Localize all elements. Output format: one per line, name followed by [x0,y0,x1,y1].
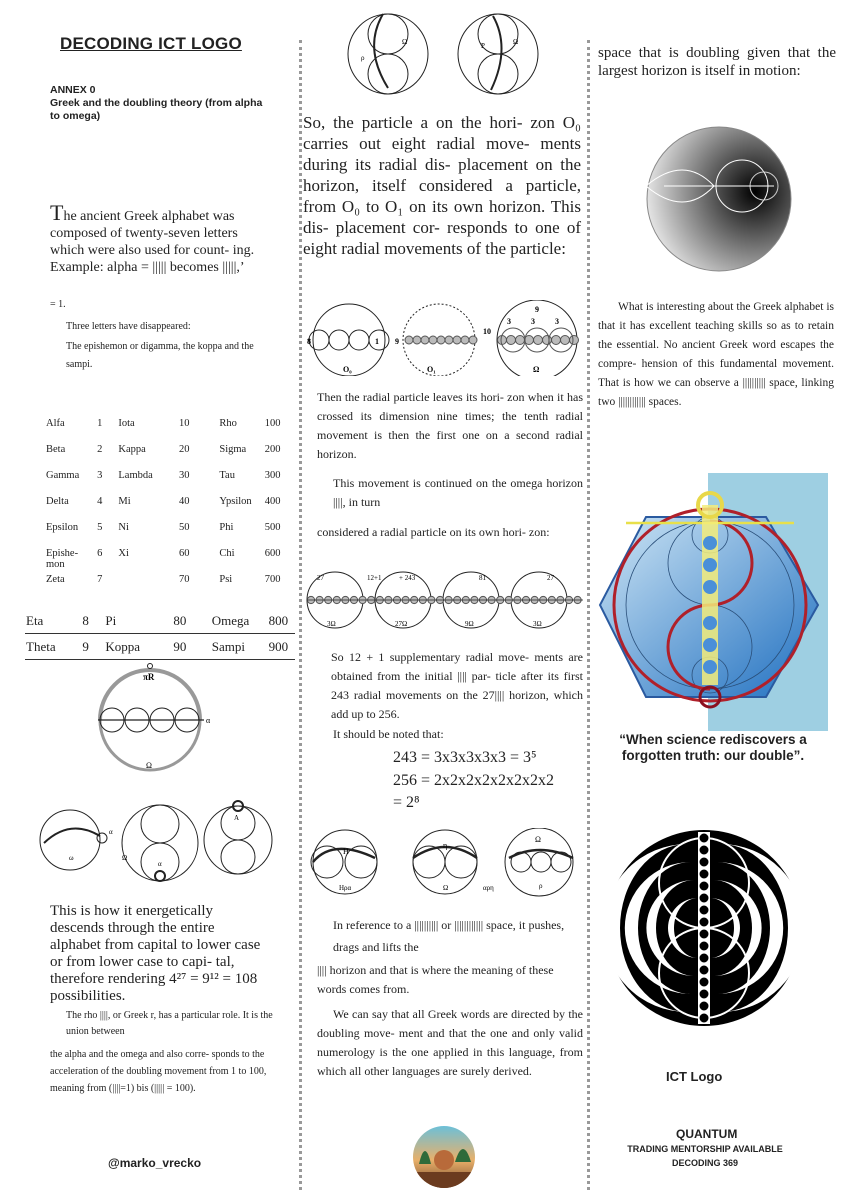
alpha-cell: Iota [118,418,135,429]
logo-vertebra [699,881,709,891]
intro-paragraph [50,200,272,276]
column-divider-right [587,40,590,1190]
omega-label: Ω [146,761,152,770]
logo-vertebra [699,965,709,975]
fig1-omega: ω [69,854,74,862]
alpha-cell: Ni [118,522,129,533]
col2-paragraph-1: So, the particle a on the hori- zon O₀ carries out eight radial move- ments during its radial dis- placement on the horizon, itself considered a particle, from O₀ to O₁ on its own horizon. This dis- placement cor- responds to one of eight radial movements of the particle: [303,113,581,258]
alpha-cell: Epishe- mon [46,548,79,570]
disappeared-list: The epishemon or digamma, the koppa and the sampi. [66,341,254,370]
annex-heading: ANNEX 0 [50,84,96,96]
alphaL-cell: 90 [173,639,187,654]
radial-label: 3 [555,317,559,326]
areta-label: αρη [483,884,494,892]
hra-label: Hρα [339,884,352,892]
radial-dot [421,336,429,344]
alphabet-table [46,418,298,600]
pi-r-label: πR [143,672,155,682]
equation-256-power: = 2⁸ [393,794,420,811]
chain-label: 9Ω [465,620,474,628]
page-title: DECODING ICT LOGO [60,34,242,53]
alpha-cell: Lambda [118,470,153,481]
alpha-row [46,444,298,470]
col2-paragraph-3: This movement is continued on the omega horizon ||||, in turn [333,476,583,509]
rho-paragraph-2: the alpha and the omega and also corre- sponds to the acceleration of the doubling movement from 1 to 100, meaning from (||||=1) bis (||||| = 100). [50,1049,267,1094]
equation-256: 256 = 2x2x2x2x2x2x2x2 [393,772,555,789]
alphaL-cell: 80 [173,613,187,628]
omega-label-1: Ω [402,38,408,46]
chain-label: 27Ω [395,620,408,628]
avatar [411,1124,477,1190]
particle-circle [329,330,349,350]
radial-dot [413,336,421,344]
logo-vertebra [699,941,709,951]
alpha-label: α [206,716,211,725]
radial-dot [534,336,543,345]
radial-movement-figure [303,300,587,376]
alpha-cell: Zeta [46,574,65,585]
alpha-row [46,574,298,600]
logo-vertebra [699,857,709,867]
alpha-cell: 200 [264,444,281,455]
quote: “When science rediscovers a forgotten truth: our double”. [619,732,807,763]
omega-word-label-2: Ω [535,835,541,844]
alpha-cell: Sigma [219,444,247,455]
rho-label-1: ρ [361,54,365,62]
radial-dot [461,336,469,344]
particle-circle [369,330,389,350]
column-divider-left [299,40,302,1190]
alphaL-cell: Sampi [211,639,245,654]
alphaL-cell: Koppa [105,639,141,654]
alpha-cell: 6 [97,548,103,559]
alpha-cell: 70 [178,574,190,585]
alpha-cell: Delta [46,496,69,507]
h-label: H [343,847,349,856]
alpha-cell: 700 [264,574,281,585]
alpha-cell: 50 [178,522,190,533]
annex-header [50,84,275,123]
col2-paragraph-2: Then the radial particle leaves its hori- zon when it has crossed its dimension nine times; the tenth radial movement is then the first one on a second radial horizon. [317,390,583,461]
horizon-chain-figure [303,570,587,630]
alpha-cell: 300 [264,470,281,481]
alpha-cell: Chi [219,548,235,559]
alpha-cell: Alfa [46,418,65,429]
radial-dot [543,336,552,345]
alpha-cell: Psi [219,574,233,585]
radial-label: 10 [483,327,491,336]
alpha-cell: 600 [264,548,281,559]
col3-paragraph-2: What is interesting about the Greek alphabet is that it has excellent teaching skills so as to retain the essential. No ancient Greek word escapes the compre- hension of this fundamental movement. That is how we can observe a |||||||||| space, linking two |||||||||||| spaces. [598,301,834,408]
radial-dot [453,336,461,344]
alpha-cell: 60 [178,548,190,559]
fig3-A: A [234,814,240,822]
alpha-cell: 5 [97,522,103,533]
alphaL-cell: 800 [268,613,289,628]
rho-word-label: ρ [539,882,543,890]
logo-vertebra [699,1001,709,1011]
alpha-row [46,548,298,574]
col2-paragraph-4: considered a radial particle on its own hori- zon: [317,525,550,539]
alpha-cell: Xi [118,548,129,559]
alphaL-cell: 8 [82,613,89,628]
logo-vertebra [699,905,709,915]
alphabet-table-large [26,608,298,660]
radial-label: 8 [307,337,311,346]
drop-cap: T [50,200,64,225]
descent-figures [34,798,284,890]
table-rule [25,633,295,634]
logo-vertebra [699,953,709,963]
logo-vertebra [699,869,709,879]
intro-text: he ancient Greek alphabet was composed of twenty-seven letters which were also used for count- ing. Example: alpha = ||||| becomes |||||,’ [50,209,255,275]
radial-label: 3 [531,317,535,326]
radial-label: O₁ [427,365,436,374]
author-handle: @marko_vrecko [108,1156,202,1170]
decoding-label: DECODING 369 [671,1158,739,1168]
annex-subtitle: Greek and the doubling theory (from alpha to omega) [50,97,263,122]
quantum-label: QUANTUM [676,1127,738,1141]
radial-label: Ω [533,365,540,374]
radial-dot [498,336,507,345]
logo-vertebra [699,845,709,855]
alpha-cell: 7 [97,574,103,585]
radial-label: 3 [507,317,511,326]
alpha-cell: 30 [178,470,190,481]
mentorship-label: TRADING MENTORSHIP AVAILABLE [627,1144,783,1154]
alphaL-row [26,634,298,660]
eta-label: η [443,841,448,850]
alpha-cell: 2 [97,444,103,455]
alpha-cell: 100 [264,418,281,429]
radial-dot [405,336,413,344]
alpha-cell: Epsilon [46,522,79,533]
logo-vertebra [699,977,709,987]
alpha-row [46,496,298,522]
alpha-row [46,418,298,444]
alphaL-cell: Pi [105,613,117,628]
descends-paragraph: This is how it energetically descends through the entire alphabet from capital to lower case or from lower case to capi- tal, therefore rendering 4²⁷ = 9¹² = 108 possibilities. [50,903,261,1004]
alpha-cell: Kappa [118,444,146,455]
alpha-cell: 400 [264,496,281,507]
column-3 [592,0,848,1199]
alpha-cell: 20 [178,444,190,455]
col2-paragraph-5: So 12 + 1 supplementary radial move- ments are obtained from the initial |||| par- ticle after its first 243 radial movements on the 27|||| horizon, which add up to 256. [331,650,583,721]
alpha-cell: Phi [219,522,234,533]
p-label: P [481,42,485,50]
fig1-alpha: α [109,828,113,836]
alpha-row [46,470,298,496]
col2-paragraph-7: In reference to a |||||||||| or |||||||||||| space, it pushes, drags and lifts the [333,918,565,954]
fig2-omega: Ω [122,854,128,862]
col2-paragraph-8: |||| horizon and that is where the meaning of these words comes from. [317,963,554,996]
doubling-sphere-figure [644,124,794,274]
logo-vertebra [699,917,709,927]
radial-dot [552,336,561,345]
radial-dot [561,336,570,345]
alpha-cell: Tau [219,470,235,481]
radial-label: O₀ [343,365,352,374]
logo-vertebra [699,893,709,903]
pi-r-figure [80,662,230,774]
chain-label: 27 [547,574,554,582]
alpha-row [46,522,298,548]
col3-paragraph-1: space that is doubling given that the largest horizon is itself in motion: [598,45,836,79]
ict-logo [604,828,804,1028]
column-2 [303,0,585,1199]
alphaL-cell: Eta [26,613,44,628]
alpha-cell: 1 [97,418,103,429]
logo-vertebra [699,1013,709,1023]
particle-circle [309,330,329,350]
radial-dot [516,336,525,345]
chain-label: 3Ω [533,620,542,628]
alpha-cell: Rho [219,418,237,429]
radial-dot [469,336,477,344]
chain-label: 27 [317,574,324,582]
chain-label: 3Ω [327,620,336,628]
ict-color-figure [598,465,830,731]
chain-label: + 243 [399,574,416,582]
col2-paragraph-6: It should be noted that: [333,727,444,741]
particle-circle [349,330,369,350]
rho-figures [343,8,553,100]
alphaL-row [26,608,298,634]
alpha-cell: 500 [264,522,281,533]
alpha-cell: Ypsilon [219,496,252,507]
logo-vertebra [699,989,709,999]
table-rule-bottom [25,659,295,660]
logo-vertebra [699,833,709,843]
chain-label: 81 [479,574,486,582]
alpha-cell: Mi [118,496,131,507]
omega-word-label: Ω [443,884,449,892]
alpha-cell: 10 [178,418,190,429]
intro-eq: = 1. [50,299,66,310]
greek-word-figures [303,828,587,900]
alpha-cell: Gamma [46,470,80,481]
radial-label: 1 [375,337,379,346]
disappeared-line: Three letters have disappeared: [66,321,191,332]
logo-vertebra [699,929,709,939]
radial-dot [445,336,453,344]
rho-paragraph-1: The rho ||||, or Greek r, has a particular role. It is the union between [66,1010,273,1037]
alphaL-cell: 9 [82,639,89,654]
alphaL-cell: 900 [268,639,289,654]
radial-dot [507,336,516,345]
radial-dot [570,336,579,345]
radial-dot [437,336,445,344]
chain-label: 12+1 [367,574,382,582]
alpha-cell: Beta [46,444,66,455]
fig2-alpha: α [158,860,162,868]
alpha-cell: 4 [97,496,103,507]
equation-243: 243 = 3x3x3x3x3 = 3⁵ [393,749,537,766]
col2-paragraph-9: We can say that all Greek words are directed by the doubling move- ment and that the one and only valid numerology is the one applied in this language, from which all other languages are surely derived. [317,1007,583,1078]
omega-label-2: Ω [513,38,519,46]
radial-label: 9 [535,305,539,314]
alphaL-cell: Theta [26,639,56,654]
alpha-cell: 40 [178,496,190,507]
radial-label: 9 [395,337,399,346]
column-1 [0,0,298,1199]
alpha-cell: 3 [97,470,103,481]
radial-dot [429,336,437,344]
logo-caption: ICT Logo [666,1069,723,1084]
alphaL-cell: Omega [211,613,250,628]
alpha-cell [118,574,179,600]
